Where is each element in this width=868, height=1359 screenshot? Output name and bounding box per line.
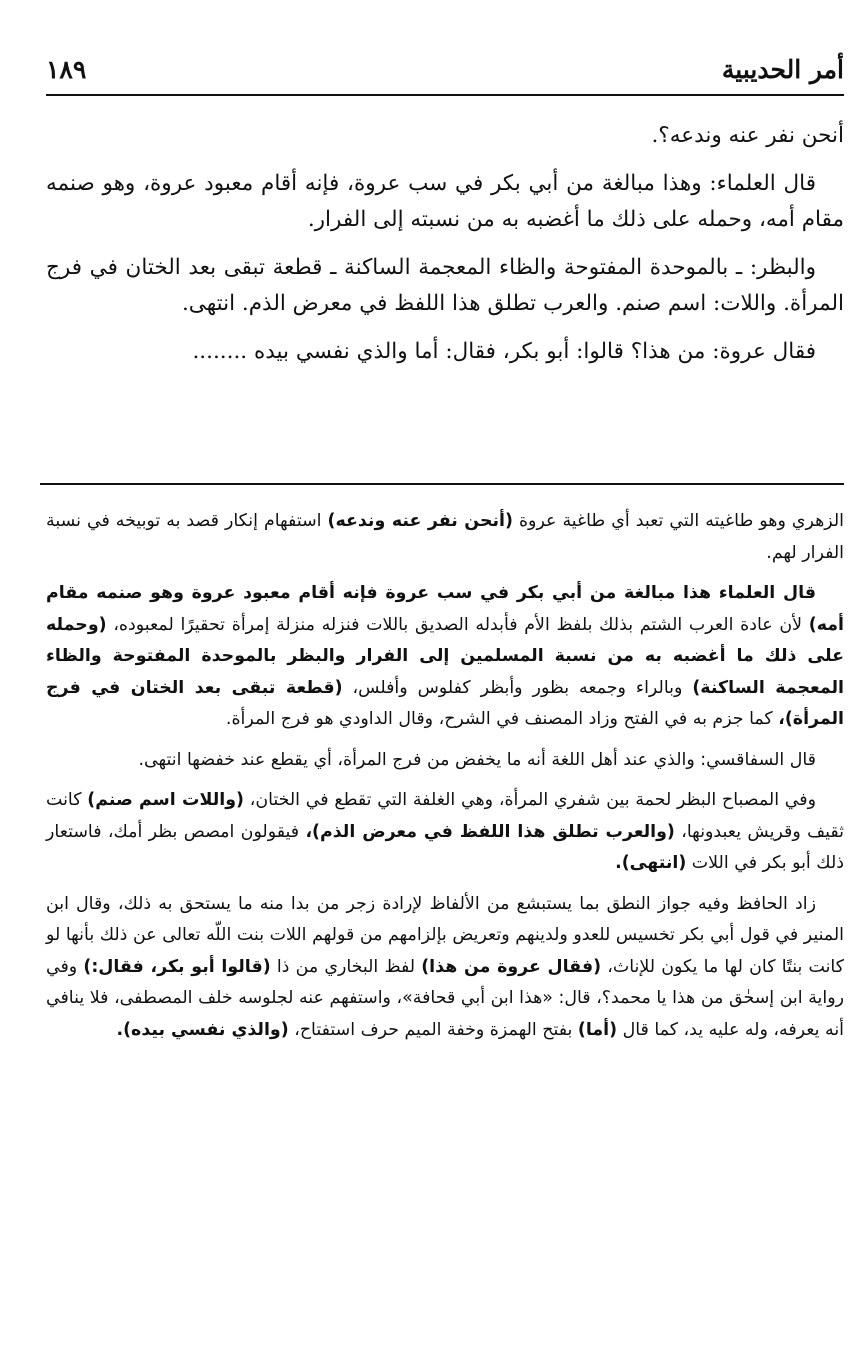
commentary-text: كانت ثقيف وقريش يعبدونها، — [46, 790, 844, 842]
main-paragraph: قال العلماء: وهذا مبالغة من أبي بكر في سب عروة، فإنه أقام معبود عروة، وهو صنمه مقام أمه، وحمله على ذلك ما أغضبه به من نسبته إلى الفرار. — [46, 171, 844, 232]
quoted-phrase: قال العلماء هذا مبالغة من أبي بكر في سب عروة فإنه أقام معبود عروة وهو صنمه مقام أمه) — [46, 583, 844, 635]
commentary-paragraph — [46, 785, 844, 880]
commentary-paragraph — [46, 506, 844, 569]
commentary-paragraph — [46, 578, 844, 736]
quoted-phrase: (قطعة تبقى بعد الختان في فرج المرأة)، — [46, 677, 844, 729]
commentary-text: بفتح الهمزة وخفة الميم حرف استفتاح، — [288, 1019, 578, 1040]
commentary-paragraph — [46, 889, 844, 1047]
main-text — [46, 118, 844, 382]
page-number: ١٨٩ — [46, 55, 87, 84]
quoted-phrase: (أما) — [577, 1019, 618, 1040]
separator-line — [40, 483, 844, 485]
main-paragraph: فقال عروة: من هذا؟ قالوا: أبو بكر، فقال: أما والذي نفسي بيده ........ — [192, 339, 816, 364]
commentary-text: وبالراء وجمعه بظور وأبظر كفلوس وأفلس، — [342, 677, 693, 698]
quoted-phrase: (قالوا أبو بكر، فقال:) — [83, 956, 271, 977]
quoted-phrase: (والذي نفسي بيده). — [116, 1019, 289, 1040]
quoted-phrase: (وحمله على ذلك ما أغضبه به من نسبة المسلمين إلى الفرار والبظر بالموحدة المفتوحة والظاء المعجمة الساكنة) — [46, 614, 844, 698]
commentary-text: لأن عادة العرب الشتم بذلك بلفظ الأم فأبدله الصديق باللات فنزله منزلة إمرأة تحقيرًا لمعبوده، — [106, 614, 809, 635]
commentary-text: لفظ البخاري من ذا — [270, 956, 422, 977]
commentary-text: زاد الحافظ وفيه جواز النطق بما يستبشع من الألفاظ لإرادة زجر من بدا منه ما يستحق به ذلك، وقال ابن المنير في قول أبي بكر تخسيس للعدو ولدينهم وتعريض بإلزامهم من قولهم اللات بنت اللّه تعالى عن ذلك بأنها لو كانت بنتًا كان لها ما يكون للإناث، — [46, 893, 845, 977]
page-header — [46, 50, 844, 96]
commentary — [46, 506, 844, 1055]
quoted-phrase: (أنحن نفر عنه وندعه) — [327, 511, 513, 531]
main-paragraph: والبظر: ـ بالموحدة المفتوحة والظاء المعجمة الساكنة ـ قطعة تبقى بعد الختان في فرج المرأة. واللات: اسم صنم. والعرب تطلق هذا اللفظ في معرض الذم. انتهى. — [46, 255, 844, 316]
quoted-phrase: (انتهى). — [615, 853, 687, 873]
quoted-phrase: (واللات اسم صنم) — [87, 790, 244, 810]
commentary-text: وفي المصباح البظر لحمة بين شفري المرأة، وهي الغلفة التي تقطع في الختان، — [243, 790, 816, 810]
quoted-phrase: (فقال عروة من هذا) — [421, 956, 602, 977]
commentary-text: استفهام إنكار قصد به توبيخه في نسبة الفرار لهم. — [46, 511, 844, 563]
commentary-text: فيقولون امصص بظر أمك، فاستعار ذلك أبو بكر في اللات — [46, 821, 844, 873]
running-head: أمر الحديبية — [721, 55, 844, 84]
commentary-text: الزهري وهو طاغيته التي تعبد أي طاغية عروة — [512, 511, 844, 531]
commentary-text: وفي رواية ابن إسحٰق من هذا يا محمد؟، قال: «هذا ابن أبي قحافة»، واستفهم عنه لجلوسه خلف المصطفى، فلا ينافي أنه يعرفه، وله عليه يد، كما قال — [46, 956, 844, 1040]
commentary-paragraph: قال السفاقسي: والذي عند أهل اللغة أنه ما يخفض من فرج المرأة، أي يقطع عند خفضها انتهى. — [138, 749, 816, 770]
main-paragraph: أنحن نفر عنه وندعه؟. — [651, 123, 844, 148]
quoted-phrase: (والعرب تطلق هذا اللفظ في معرض الذم)، — [305, 821, 675, 842]
commentary-text: كما جزم به في الفتح وزاد المصنف في الشرح، وقال الداودي هو فرج المرأة. — [225, 709, 779, 729]
